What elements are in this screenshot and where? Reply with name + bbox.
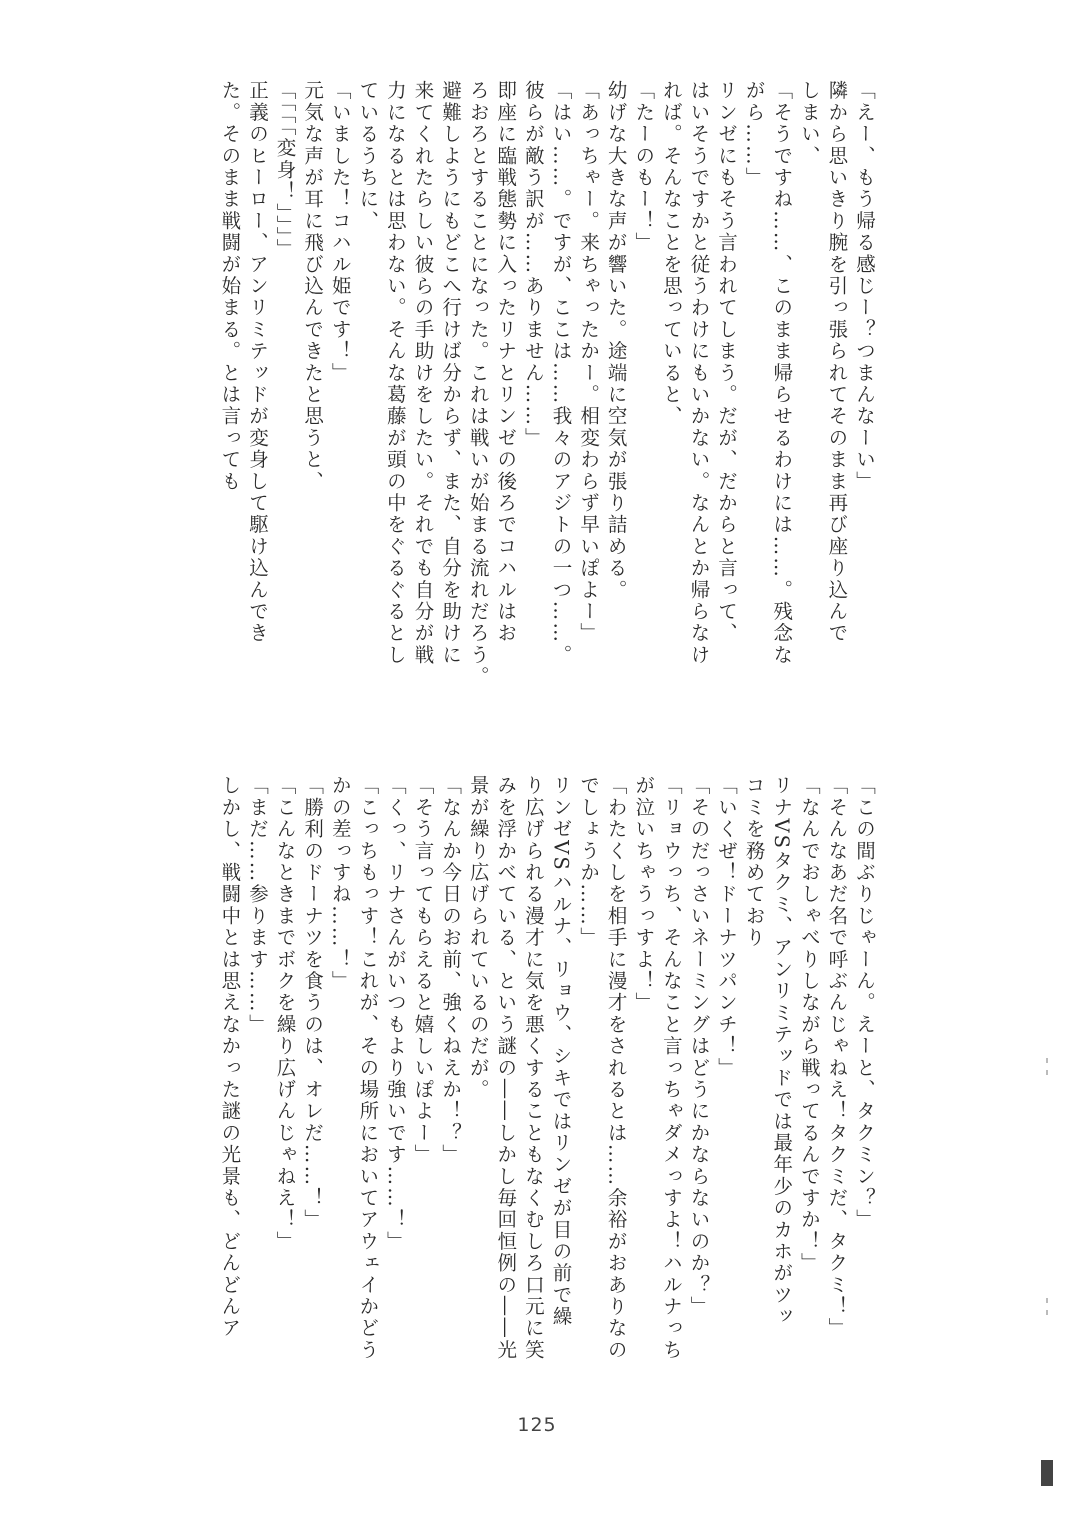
text-line: はいそうですかと従うわけにもいかない。なんとか帰らなけ xyxy=(687,80,711,666)
text-line: 「わたくしを相手に漫才をされるとは……余裕がおありなの xyxy=(604,775,628,1361)
text-line: 「たーのもー！」 xyxy=(632,80,656,254)
text-line: かの差っすね……！」 xyxy=(328,775,352,992)
text-line: リンゼにもそう言われてしまう。だが、だからと言って、 xyxy=(715,80,739,645)
page-number: 125 xyxy=(517,1414,557,1436)
edge-dash xyxy=(1046,1298,1048,1303)
text-line: 景が繰り広げられているのだが。 xyxy=(466,775,490,1101)
text-line: 「そのだっさいネーミングはどうにかならないのか？」 xyxy=(687,775,711,1318)
edge-dash xyxy=(1046,1310,1048,1315)
text-line: 来てくれたらしい彼らの手助けをしたい。それでも自分が戦 xyxy=(411,80,435,666)
text-line: 「いくぜ！ドーナツパンチ！」 xyxy=(715,775,739,1079)
text-line: 「こんなときまでボクを繰り広げんじゃねえ！」 xyxy=(273,775,297,1253)
text-line: れば。そんなことを思っていると、 xyxy=(659,80,683,428)
text-line: コミを務めており xyxy=(742,775,766,949)
text-line: 「こっちもっす！これが、その場所においてアウェイかどう xyxy=(356,775,380,1361)
text-line: 即座に臨戦態勢に入ったリナとリンゼの後ろでコハルはお xyxy=(494,80,518,645)
text-line: 「なんでおしゃべりしながら戦ってるんですか！」 xyxy=(797,775,821,1275)
edge-marker-box xyxy=(1041,1460,1053,1486)
text-line: しかし、戦闘中とは思えなかった謎の光景も、どんどんア xyxy=(218,775,242,1340)
text-line: でしょうか……」 xyxy=(577,775,601,949)
text-line: 「まだ……参ります……」 xyxy=(245,775,269,1036)
text-line: 幼げな大きな声が響いた。途端に空気が張り詰める。 xyxy=(604,80,628,601)
text-line: た。そのまま戦闘が始まる。とは言っても xyxy=(218,80,242,493)
text-line: 「あっちゃー。来ちゃったかー。相変わらず早いぽよー」 xyxy=(577,80,601,645)
text-line: 「くっ、リナさんがいつもより強いです……！」 xyxy=(383,775,407,1253)
text-line: 元気な声が耳に飛び込んできたと思うと、 xyxy=(301,80,325,493)
text-line: 「そう言ってもらえると嬉しいぽよー」 xyxy=(411,775,435,1166)
text-line: 「この間ぶりじゃーん。えーと、タクミン？」 xyxy=(853,775,876,1231)
text-line: リンゼVSハルナ、リョウ、シキではリンゼが目の前で繰 xyxy=(549,775,573,1328)
text-line: 「勝利のドーナツを食うのは、オレだ……！」 xyxy=(301,775,325,1231)
text-line: がら……」 xyxy=(742,80,766,189)
text-line: 「そうですね……、このまま帰らせるわけには……。残念な xyxy=(770,80,794,666)
text-line: 「「「「変身！」」」」 xyxy=(273,80,297,261)
text-line: 「そんなあだ名で呼ぶんじゃねえ！タクミだ、タクミ！」 xyxy=(825,775,849,1340)
text-line: 隣から思いきり腕を引っ張られてそのまま再び座り込んで xyxy=(825,80,849,645)
text-line: 「いました！コハル姫です！」 xyxy=(328,80,352,384)
text-block-lower xyxy=(218,775,878,1385)
edge-dash xyxy=(1046,1058,1048,1063)
text-line: 「なんか今日のお前、強くねえか！？」 xyxy=(439,775,463,1166)
text-line: 力になるとは思わない。そんな葛藤が頭の中をぐるぐるとし xyxy=(383,80,407,666)
text-line: 避難しようにもどこへ行けば分からず、また、自分を助けに xyxy=(439,80,463,666)
text-line: 「えー、もう帰る感じー？つまんなーい」 xyxy=(853,80,876,493)
text-line: みを浮かべている、という謎の――しかし毎回恒例の――光 xyxy=(494,775,518,1361)
text-line: り広げられる漫才に気を悪くすることもなくむしろ口元に笑 xyxy=(521,775,545,1361)
binding-edge-mark xyxy=(1040,1058,1054,1178)
text-line: ているうちに、 xyxy=(356,80,380,232)
text-line: しまい、 xyxy=(797,80,821,167)
text-line: ろおろとすることになった。これは戦いが始まる流れだろう。 xyxy=(466,80,490,688)
text-line: 正義のヒーロー、アンリミテッドが変身して駆け込んでき xyxy=(245,80,269,645)
text-line: 「リョウっち、そんなこと言っちゃダメっすよ！ハルナっち xyxy=(659,775,683,1361)
text-line: リナVSタクミ、アンリミテッドでは最年少のカホがツッ xyxy=(770,775,794,1328)
text-line: 彼らが敵う訳が……ありません……」 xyxy=(521,80,545,449)
edge-dash xyxy=(1046,1070,1048,1075)
text-block-upper xyxy=(218,80,878,700)
text-line: が泣いちゃうっすよ！」 xyxy=(632,775,656,1014)
text-line: 「はい……。ですが、ここは……我々のアジトの一つ……。 xyxy=(549,80,573,666)
